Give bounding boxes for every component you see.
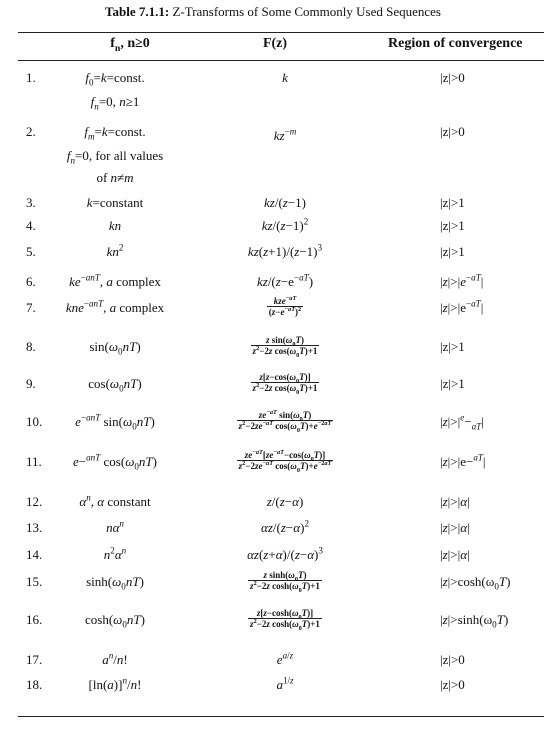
transform-cell bbox=[210, 372, 360, 396]
row-number: 7. bbox=[26, 300, 36, 315]
transform-cell bbox=[210, 409, 360, 434]
transform-cell bbox=[210, 335, 360, 359]
row-number: 4. bbox=[26, 218, 36, 233]
sequence-cell: $f_m=k=const$. bbox=[84, 124, 146, 142]
bottom-rule bbox=[18, 716, 544, 717]
transform-cell: $kz^{-m}$ bbox=[273, 126, 297, 143]
sequence-cell: kn bbox=[108, 218, 122, 233]
row-number: 8. bbox=[26, 339, 36, 354]
sequence-cell: $f_n=0$, n≥1 bbox=[90, 94, 140, 112]
transform-cell: $\alpha z/(z-\alpha)^2$ bbox=[261, 518, 309, 535]
sequence-cell: $n\alpha^n$ bbox=[106, 518, 124, 535]
row-number: 5. bbox=[26, 244, 36, 259]
region-cell: |z|>0 bbox=[440, 70, 465, 85]
transform-cell bbox=[210, 570, 360, 594]
sequence-cell: $\sin(\omega_0nT)$ bbox=[89, 339, 141, 357]
region-cell: |z|>|α| bbox=[440, 520, 470, 535]
sequence-cell: $f_n=0$, for all values bbox=[66, 148, 164, 166]
sequence-cell: $\sinh(\omega_0nT)$ bbox=[86, 574, 144, 592]
header-rule bbox=[18, 60, 544, 61]
transform-cell: $\alpha z(z+\alpha)/(z-\alpha)^3$ bbox=[247, 545, 323, 562]
fraction: $\frac{ze^{-aT}[ze^{-aT}-\cos(\omega_0T)]}{z^2-2ze^{-aT} \cos(\omega_0T)+e^{-2aT}}$ bbox=[238, 449, 332, 474]
header-sequence: $f_n$, n≥0 bbox=[110, 36, 150, 54]
header-transform: F(z) bbox=[262, 36, 288, 51]
row-number: 14. bbox=[26, 547, 43, 562]
transform-cell: $kz/(z-1)^2$ bbox=[261, 216, 309, 233]
region-cell: $|z|>|e^{-aT}|$ bbox=[440, 298, 484, 315]
region-cell: $|z|>\cosh(\omega_0T)$ bbox=[440, 574, 511, 592]
region-cell: |z|>0 bbox=[440, 677, 465, 692]
sequence-cell: $\alpha^n$, α constant bbox=[79, 492, 151, 509]
sequence-cell: $f_0=k=const$. bbox=[85, 70, 145, 88]
fraction: $\frac{ze^{-aT} \sin(\omega_0T)}{z^2-2ze^{-aT} \cos(\omega_0T)+e^{-2aT}}$ bbox=[238, 409, 332, 434]
row-number: 13. bbox=[26, 520, 43, 535]
row-number: 18. bbox=[26, 677, 43, 692]
region-cell: |z|>|α| bbox=[440, 494, 470, 509]
region-cell: |z|>0 bbox=[440, 124, 465, 139]
sequence-cell: $kn^2$ bbox=[106, 242, 124, 259]
region-cell: |z|>|e−$^{aT}$| bbox=[440, 452, 486, 469]
sequence-cell: $[\ln(a)]^n/n$! bbox=[88, 675, 142, 692]
sequence-cell: $ke^{-anT}$, a complex bbox=[69, 272, 161, 289]
fraction: $\frac{kze^{-aT}}{(z-e^{-aT})^2}$ bbox=[268, 295, 302, 317]
region-cell: |z|>0 bbox=[440, 652, 465, 667]
transform-cell: $kz/(z-e^{-aT})$ bbox=[256, 272, 314, 289]
sequence-cell: of n≠m bbox=[96, 170, 134, 185]
row-number: 6. bbox=[26, 274, 36, 289]
transform-cell: $kz(z+1)/(z-1)^3$ bbox=[247, 242, 323, 259]
row-number: 9. bbox=[26, 376, 36, 391]
region-cell: |z|>1 bbox=[440, 244, 465, 259]
row-number: 17. bbox=[26, 652, 43, 667]
table-number: Table 7.1.1: bbox=[105, 4, 170, 19]
transform-cell: k bbox=[282, 70, 288, 85]
sequence-cell: $\cos(\omega_0nT)$ bbox=[88, 376, 142, 394]
row-number: 1. bbox=[26, 70, 36, 85]
row-number: 10. bbox=[26, 414, 43, 429]
region-cell: |z|>1 bbox=[440, 376, 465, 391]
row-number: 12. bbox=[26, 494, 43, 509]
sequence-cell: $e^{-anT}$ $\sin(\omega_0nT)$ bbox=[75, 412, 155, 432]
header-region: Region of convergence bbox=[388, 36, 523, 51]
region-cell: $|z|>|e^{-aT}|$ bbox=[440, 272, 484, 289]
fraction: $\frac{z[z-\cosh(\omega_0T)]}{z^2-2z \cosh(\omega_0T)+1}$ bbox=[250, 608, 320, 632]
transform-cell bbox=[210, 296, 360, 317]
transform-cell: kz/(z−1) bbox=[263, 195, 307, 210]
sequence-cell: e−$^{anT}$ $\cos(\omega_0nT)$ bbox=[72, 452, 157, 472]
sequence-cell: $n^2\alpha^n$ bbox=[103, 545, 127, 562]
region-cell: |z|>1 bbox=[440, 195, 465, 210]
transform-cell bbox=[210, 608, 360, 632]
row-number: 2. bbox=[26, 124, 36, 139]
region-cell: |z|>1 bbox=[440, 339, 465, 354]
sequence-cell: $\cosh(\omega_0nT)$ bbox=[85, 612, 145, 630]
region-cell: |z|>|α| bbox=[440, 547, 470, 562]
fraction: $\frac{z[z-\cos(\omega_0T)]}{z^2-2z \cos(\omega_0T)+1}$ bbox=[252, 372, 318, 396]
sequence-cell: kne$^{-anT}$, a complex bbox=[65, 298, 165, 315]
region-cell: $|z|>\sinh(\omega_0T)$ bbox=[440, 612, 509, 630]
row-number: 16. bbox=[26, 612, 43, 627]
table-title bbox=[0, 4, 546, 20]
fraction: $\frac{z \sin(\omega_0T)}{z^2-2z \cos(\omega_0T)+1}$ bbox=[252, 335, 318, 359]
region-cell: |z|>1 bbox=[440, 218, 465, 233]
top-rule bbox=[18, 32, 544, 33]
transform-cell: z/(z−α) bbox=[266, 494, 304, 509]
sequence-cell: k=constant bbox=[86, 195, 144, 210]
transform-cell: $e^{a/z}$ bbox=[276, 650, 294, 667]
fraction: $\frac{z \sinh(\omega_0T)}{z^2-2z \cosh(\omega_0T)+1}$ bbox=[250, 570, 320, 594]
sequence-cell: $a^n/n$! bbox=[102, 650, 128, 667]
transform-cell: $a^{1/z}$ bbox=[276, 675, 294, 692]
row-number: 3. bbox=[26, 195, 36, 210]
row-number: 11. bbox=[26, 454, 42, 469]
transform-cell bbox=[210, 449, 360, 474]
row-number: 15. bbox=[26, 574, 43, 589]
region-cell: $|z|>|^e-_{aT}|$ bbox=[440, 412, 484, 432]
table-caption: Z-Transforms of Some Commonly Used Sequences bbox=[169, 4, 441, 19]
